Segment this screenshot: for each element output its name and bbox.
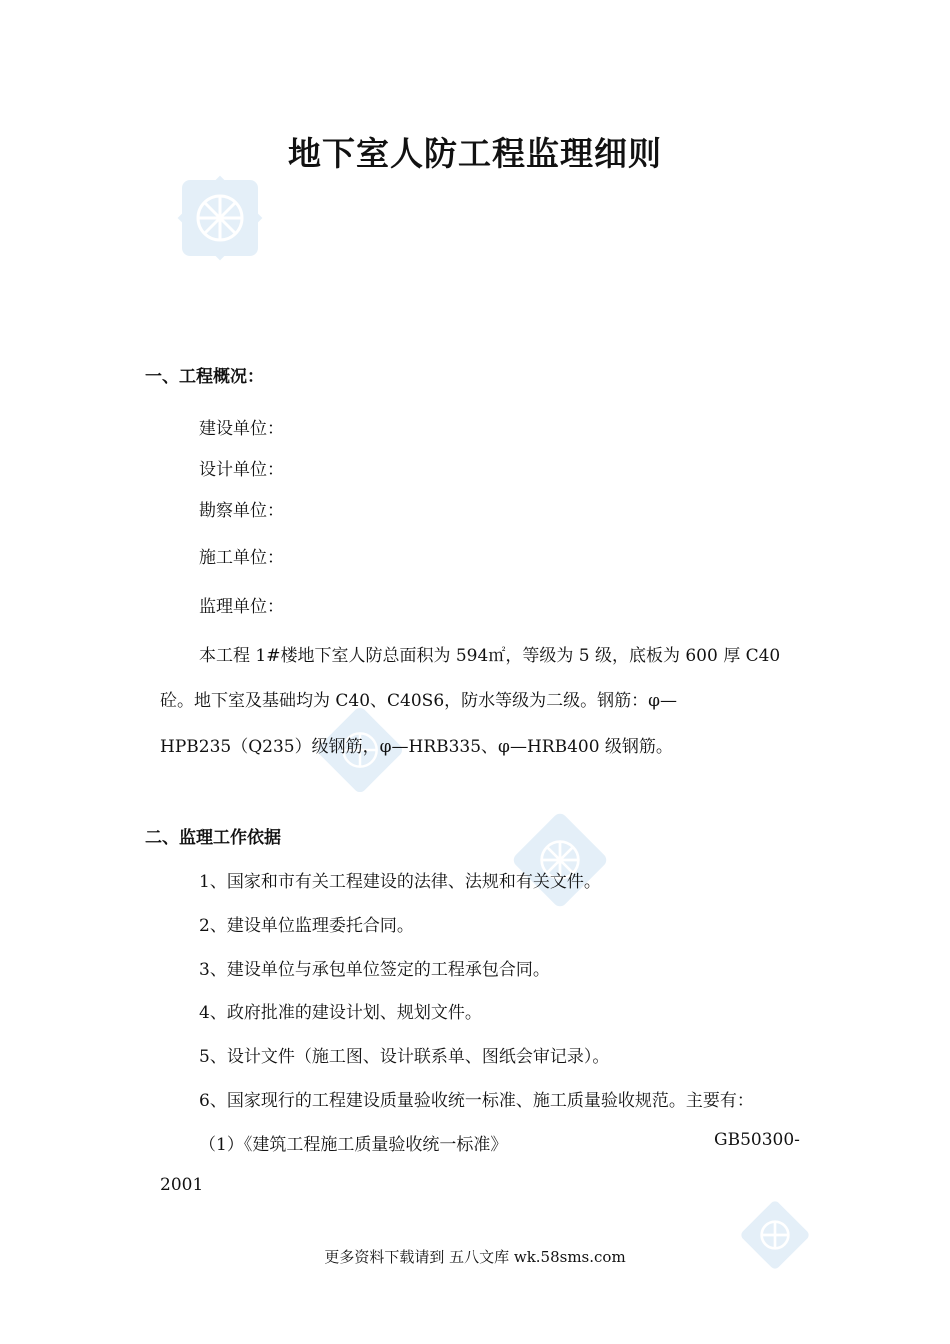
- field-construction-unit: 建设单位：: [199, 419, 284, 439]
- basis-list-item: 5、设计文件（施工图、设计联系单、图纸会审记录）。: [199, 1047, 610, 1067]
- basis-list-item: 1、国家和市有关工程建设的法律、法规和有关文件。: [199, 872, 601, 892]
- field-supervision-unit: 监理单位：: [199, 597, 284, 617]
- section-heading-basis: 二、监理工作依据: [145, 828, 281, 848]
- basis-list-item: 3、建设单位与承包单位签定的工程承包合同。: [199, 960, 550, 980]
- basis-list-item: 2、建设单位监理委托合同。: [199, 916, 414, 936]
- section-heading-overview: 一、工程概况：: [145, 367, 264, 387]
- overview-paragraph-line: 本工程 1#楼地下室人防总面积为 594㎡，等级为 5 级，底板为 600 厚 C40: [199, 646, 781, 666]
- document-title: 地下室人防工程监理细则: [288, 134, 662, 173]
- basis-list-item: 6、国家现行的工程建设质量验收统一标准、施工质量验收规范。主要有：: [199, 1091, 754, 1111]
- field-design-unit: 设计单位：: [199, 460, 284, 480]
- overview-paragraph-line: 砼。地下室及基础均为 C40、C40S6，防水等级为二级。钢筋：φ—: [160, 691, 678, 711]
- field-contractor-unit: 施工单位：: [199, 548, 284, 568]
- page-footer: 更多资料下载请到 五八文库 wk.58sms.com: [324, 1248, 626, 1266]
- standard-code-continuation: 2001: [160, 1175, 204, 1195]
- overview-paragraph-line: HPB235（Q235）级钢筋，φ—HRB335、φ—HRB400 级钢筋。: [160, 737, 673, 757]
- watermark-emblem-icon: [160, 158, 280, 278]
- watermark-emblem-icon: [505, 805, 615, 915]
- standard-code: GB50300-: [714, 1130, 800, 1150]
- basis-list-item: 4、政府批准的建设计划、规划文件。: [199, 1003, 482, 1023]
- field-survey-unit: 勘察单位：: [199, 501, 284, 521]
- standard-sub-item: （1）《建筑工程施工质量验收统一标准》: [199, 1135, 508, 1155]
